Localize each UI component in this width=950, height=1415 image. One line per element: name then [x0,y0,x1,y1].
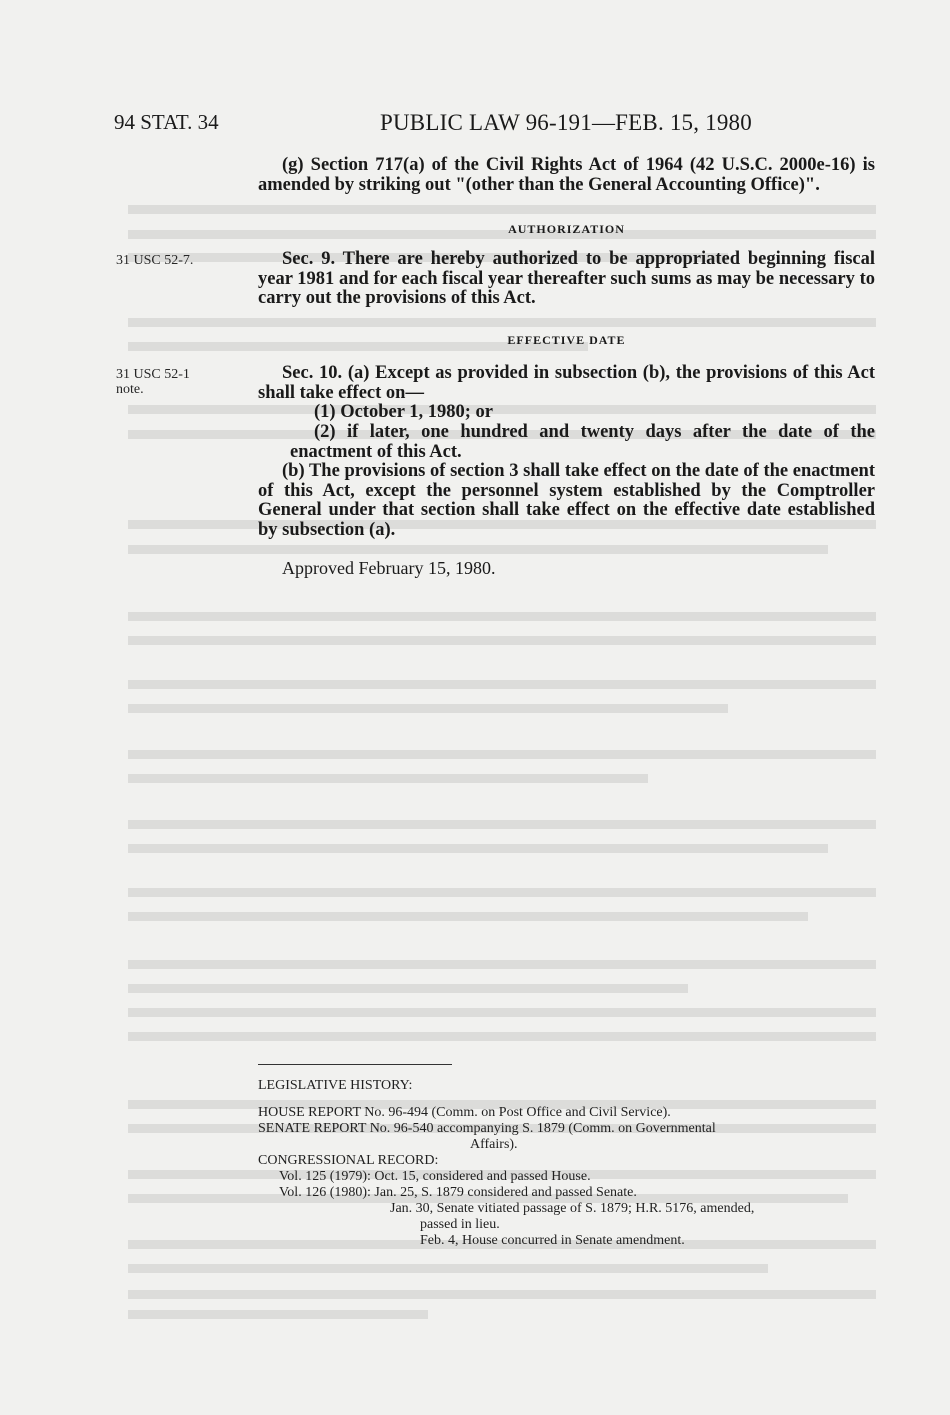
approval-date: Approved February 15, 1980. [282,558,496,578]
item-2: (2) if later, one hundred and twenty days after the date of the enactment of this Act. [290,422,875,462]
section-9-paragraph [258,250,875,309]
house-report-line: HOUSE REPORT No. 96-494 (Comm. on Post Office and Civil Service). [258,1105,671,1120]
record-vol-125: Vol. 125 (1979): Oct. 15, considered and passed House. [279,1169,591,1184]
margin-note-sec9: 31 USC 52-7. [116,253,194,268]
margin-note-sec10-line1: 31 USC 52-1 [116,367,190,382]
margin-note-sec10-line2: note. [116,382,144,397]
record-jan-30-continuation: passed in lieu. [420,1217,500,1232]
page-stat-reference: 94 STAT. 34 [114,110,219,134]
section-10-text: (a) Except as provided in subsection (b), the provisions of this Act shall take effect on— [258,363,875,403]
congressional-record-heading: CONGRESSIONAL RECORD: [258,1153,439,1168]
record-feb-4: Feb. 4, House concurred in Senate amendment. [420,1233,685,1248]
legislative-history-heading: LEGISLATIVE HISTORY: [258,1078,413,1093]
section-10-label: Sec. 10. [282,363,343,383]
senate-report-continuation: Affairs). [470,1137,518,1152]
page-running-title: PUBLIC LAW 96-191—FEB. 15, 1980 [380,110,752,135]
effective-date-heading: EFFECTIVE DATE [507,333,626,347]
senate-report-line: SENATE REPORT No. 96-540 accompanying S. 1879 (Comm. on Governmental [258,1121,716,1136]
record-jan-30: Jan. 30, Senate vitiated passage of S. 1879; H.R. 5176, amended, [390,1201,755,1216]
subsection-b-paragraph: (b) The provisions of section 3 shall take effect on the date of the enactment of this Act, except the personnel system established by the Comptroller General under that section shall take effect on the effective date established by subsection (a). [258,461,875,540]
section-10-paragraph [258,364,875,403]
subsection-g-paragraph: (g) Section 717(a) of the Civil Rights Act of 1964 (42 U.S.C. 2000e-16) is amended by striking out "(other than the General Accounting Office)". [258,155,875,195]
item-1: (1) October 1, 1980; or [314,402,493,422]
section-9-text: There are hereby authorized to be appropriated beginning fiscal year 1981 and for each fiscal year thereafter such sums as may be necessary to carry out the provisions of this Act. [258,249,875,309]
margin-note-sec10 [116,367,190,397]
record-vol-126: Vol. 126 (1980): Jan. 25, S. 1879 considered and passed Senate. [279,1185,637,1200]
footnote-rule [258,1064,452,1065]
section-9-label: Sec. 9. [282,249,336,269]
authorization-heading: AUTHORIZATION [508,222,625,236]
